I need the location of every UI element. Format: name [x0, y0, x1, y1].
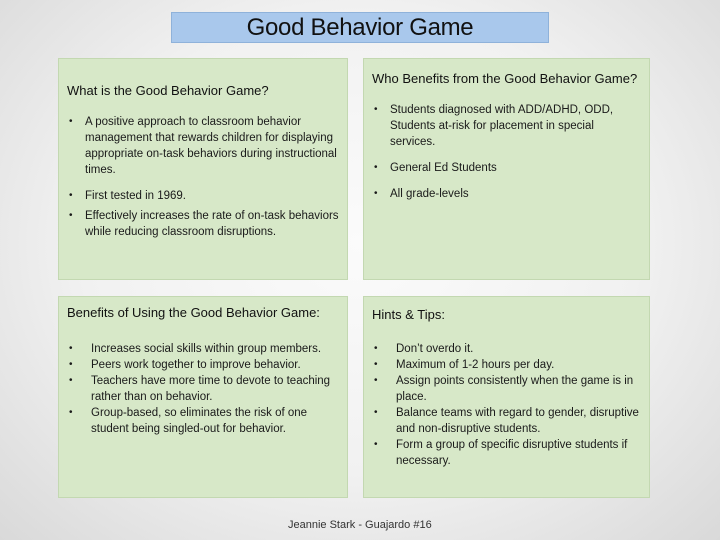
who-benefits-panel: [363, 58, 650, 280]
footer-credit: Jeannie Stark - Guajardo #16: [288, 519, 432, 531]
list-item: • Form a group of specific disruptive students if necessary.: [372, 437, 641, 469]
list-item: • Assign points consistently when the game is in place.: [372, 373, 641, 405]
benefits-heading: Benefits of Using the Good Behavior Game:: [67, 305, 320, 320]
list-item: • First tested in 1969.: [67, 188, 339, 204]
list-item: • Maximum of 1-2 hours per day.: [372, 357, 641, 373]
list-item: • Increases social skills within group members.: [67, 341, 339, 357]
list-item: • General Ed Students: [372, 160, 641, 176]
who-benefits-heading: Who Benefits from the Good Behavior Game?: [372, 71, 638, 86]
benefits-list: [67, 341, 339, 437]
hints-heading: Hints & Tips:: [372, 307, 445, 322]
list-item: • A positive approach to classroom behavior management that rewards children for displaying appropriate on-task behaviors during instructional times.: [67, 114, 339, 178]
benefits-panel: [58, 296, 348, 498]
what-is-list: [67, 114, 339, 240]
hints-panel: [363, 296, 650, 498]
what-is-heading: What is the Good Behavior Game?: [67, 83, 269, 98]
what-is-panel: [58, 58, 348, 280]
list-item: • Teachers have more time to devote to teaching rather than on behavior.: [67, 373, 339, 405]
hints-list: [372, 341, 641, 469]
list-item: • Don’t overdo it.: [372, 341, 641, 357]
list-item: • Peers work together to improve behavior.: [67, 357, 339, 373]
page-title: Good Behavior Game: [171, 12, 549, 43]
list-item: • Students diagnosed with ADD/ADHD, ODD, Students at-risk for placement in special services.: [372, 102, 641, 150]
list-item: • Balance teams with regard to gender, disruptive and non-disruptive students.: [372, 405, 641, 437]
who-benefits-list: [372, 102, 641, 202]
list-item: • All grade-levels: [372, 186, 641, 202]
list-item: • Group-based, so eliminates the risk of one student being singled-out for behavior.: [67, 405, 339, 437]
list-item: • Effectively increases the rate of on-task behaviors while reducing classroom disruptions.: [67, 208, 339, 240]
